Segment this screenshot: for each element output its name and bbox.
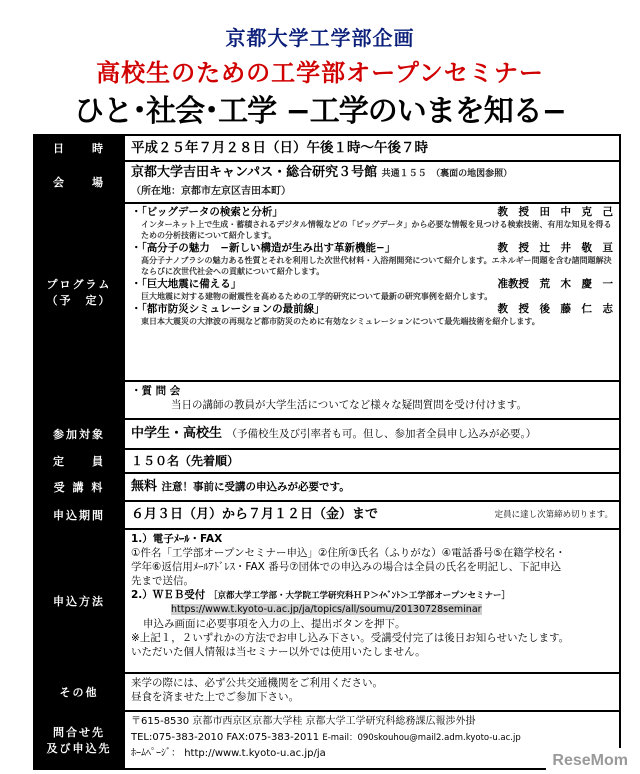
method-line: ※上記１，２いずれかの方法でお申し込み下さい。受講受付完了は後日お知らせいたします。 (131, 632, 570, 644)
value-fee (124, 473, 620, 501)
row-capacity (34, 449, 620, 473)
method-line: いただいた個人情報は当セミナー以外では使用いたしません。 (131, 646, 426, 658)
value-other (124, 673, 620, 711)
program-role: 教 授 (497, 242, 529, 254)
label-datetime: 日 時 (34, 135, 124, 161)
program-desc: 高分子ナノブラシの魅力ある性質とそれを利用した次世代材料・入浴剤開発について紹介します。エネルギー問題を含む諸問題解決ならびに次世代社会への貢献について紹介します。 (141, 256, 612, 276)
venue-name: 京都大学吉田キャンパス・総合研究３号館 (131, 165, 378, 180)
label-target: 参加対象 (34, 419, 124, 449)
value-method (124, 529, 620, 673)
program-title: ・「ビッグデータの検索と分析」 (131, 206, 283, 218)
other-line: 来学の際には、必ず公共交通機関をご利用ください。 (131, 677, 383, 689)
label-period: 申込期間 (34, 501, 124, 529)
method-line: 先まで送信。 (131, 575, 194, 587)
contact-office: 京都大学工学研究科総務課広報渉外掛 (305, 716, 476, 727)
row-other (34, 673, 620, 711)
program-lecturer: 田 中 克 己 (539, 206, 613, 218)
program-item (131, 241, 613, 277)
watermark-text: ReseMom (552, 752, 628, 769)
contact-address: 京都市西京区京都大学桂 (192, 716, 303, 727)
period-note: 定員に達し次第締め切ります。 (494, 510, 613, 520)
method-web-label: 2.）ＷＥＢ受付 (131, 589, 206, 601)
program-title: ・「高分子の魅力 −新しい構造が生み出す革新機能−」 (131, 242, 396, 254)
label-capacity: 定 員 (34, 449, 124, 473)
label-contact (34, 711, 124, 769)
method-web-line (131, 588, 613, 603)
program-label-sub: （予 定） (46, 294, 112, 307)
program-role: 教 授 (497, 303, 529, 315)
method-web-path: ［京都大学工学部・大学院工学研究科ＨＰ＞ｲﾍﾞﾝﾄ＞工学部オープンセミナー］ (208, 591, 510, 601)
label-fee: 受 講 料 (34, 473, 124, 501)
event-title: 高校生のための工学部オープンセミナー (96, 59, 544, 87)
program-item (131, 277, 613, 302)
contact-web-label: ﾎｰﾑﾍﾟｰｼﾞ： (131, 748, 181, 759)
contact-label-1: 問合せ先 (53, 726, 105, 739)
contact-web[interactable]: http://www.t.kyoto-u.ac.jp/ja (184, 748, 326, 759)
row-qa (34, 381, 620, 419)
row-fee (34, 473, 620, 501)
value-target (124, 419, 620, 449)
watermark-logo (546, 748, 634, 772)
organizer-heading: 京都大学工学部企画 (225, 26, 415, 50)
label-other: その他 (34, 673, 124, 711)
target-note: （予備校生及び引率者も可。但し、参加者全員申し込みが必要。） (226, 428, 537, 440)
program-desc: 東日本大震災の大津波の再現など都市防災のために有効なシミュレーションについて最先端技術を紹介します。 (141, 317, 540, 326)
method-url[interactable] (131, 603, 613, 617)
value-program (124, 203, 620, 381)
contact-label-2: 及び申込先 (46, 742, 112, 755)
fee-note: 注意！事前に受講の申込みが必要です。 (161, 481, 350, 493)
method-line: 申込み画面に必要事項を入力の上、提出ボタンを押下。 (143, 618, 406, 630)
qa-desc: 当日の講師の教員が大学生活についてなど様々な疑問質問を受け付けます。 (171, 399, 527, 411)
program-item (131, 302, 613, 327)
row-method (34, 529, 620, 673)
contact-postal: 〒615-8530 (131, 716, 190, 727)
program-desc: 巨大地震に対する建物の耐震性を高めるための工学的研究について最新の研究事例を紹介します。 (141, 292, 493, 301)
label-qa-blank (34, 381, 124, 419)
method-line: 学年⑥返信用ﾒｰﾙｱﾄﾞﾚｽ・FAX 番号⑦団体での申込みの場合は全員の氏名を明記し、下記申込 (131, 561, 562, 573)
period-value: ６月３日（月）から７月１２日（金）まで (131, 507, 379, 522)
venue-address: （所在地：京都市左京区吉田本町） (131, 186, 291, 197)
contact-fax: FAX:075-383-2011 (226, 732, 320, 743)
program-lecturer: 辻 井 敬 亘 (539, 242, 613, 254)
value-period (124, 501, 620, 529)
program-item (131, 205, 613, 241)
row-datetime (34, 135, 620, 161)
row-period (34, 501, 620, 529)
label-program (34, 203, 124, 381)
label-venue: 会 場 (34, 161, 124, 203)
venue-room: 共通１５５ (381, 169, 427, 179)
row-venue (34, 161, 620, 203)
value-datetime: 平成２５年７月２８日（日）午後１時〜午後７時 (124, 135, 620, 161)
label-method: 申込方法 (34, 529, 124, 673)
value-capacity: １５０名（先着順） (124, 449, 620, 473)
program-desc: インターネット上で生成・蓄積されるデジタル情報などの「ビッグデータ」から必要な情報を見つける検索技術、有用な知見を得るための分析技術について紹介します。 (141, 220, 612, 240)
value-qa (124, 381, 620, 419)
program-lecturer: 荒 木 慶 一 (539, 278, 613, 290)
info-table (33, 134, 621, 770)
program-label: プログラム (46, 278, 112, 291)
event-subtitle: ひと･社会･工学 −工学のいまを知る− (74, 94, 566, 129)
row-contact (34, 711, 620, 769)
other-line: 昼食を済ませた上でご参加下さい。 (131, 691, 299, 703)
row-program (34, 203, 620, 381)
qa-title: ・質 問 会 (131, 385, 181, 397)
method-url-text[interactable]: https://www.t.kyoto-u.ac.jp/ja/topics/all/soumu/20130728seminar (171, 604, 482, 615)
contact-email[interactable]: E-mail：090skouhou@mail2.adm.kyoto-u.ac.jp (322, 733, 521, 743)
value-venue (124, 161, 620, 203)
program-role: 准教授 (497, 278, 529, 290)
program-title: ・「都市防災シミュレーションの最前線」 (131, 303, 325, 315)
fee-value: 無料 (131, 479, 158, 494)
target-value: 中学生・高校生 (131, 426, 223, 441)
program-title: ・「巨大地震に備える」 (131, 278, 242, 290)
method-line: ①件名「工学部オープンセミナー申込」②住所③氏名（ふりがな）④電話番号⑤在籍学校名・ (131, 547, 566, 559)
method-line: 1.）電子ﾒｰﾙ・FAX (131, 533, 223, 545)
program-role: 教 授 (497, 206, 529, 218)
venue-map-note: （裏面の地図参照） (431, 169, 513, 179)
program-lecturer: 後 藤 仁 志 (539, 303, 613, 315)
contact-tel: TEL:075-383-2010 (131, 732, 224, 743)
row-target (34, 419, 620, 449)
